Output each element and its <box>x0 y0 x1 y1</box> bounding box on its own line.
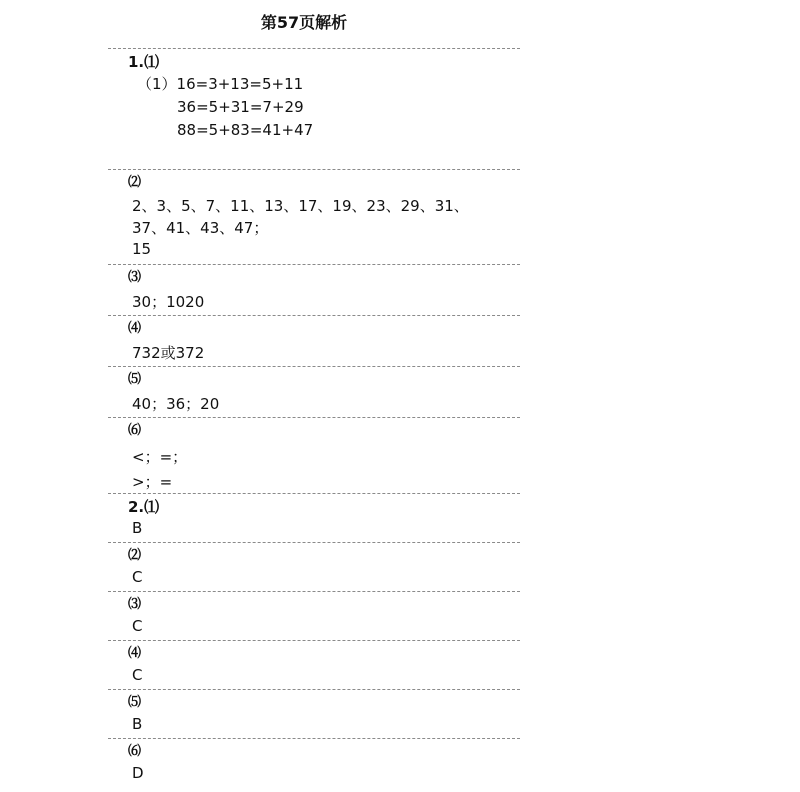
answer-line: C <box>132 568 143 586</box>
answer-line: 2、3、5、7、11、13、17、19、23、29、31、 <box>132 197 469 215</box>
answer-section-2-2 <box>108 542 520 591</box>
answer-line: 732或372 <box>132 344 205 362</box>
answer-section-2-5 <box>108 689 520 738</box>
answer-line: 30；1020 <box>132 293 205 311</box>
answer-line: C <box>132 617 143 635</box>
answer-section-1-2 <box>108 169 520 264</box>
question-label: ⑵ <box>128 548 142 563</box>
answer-line: <；=； <box>132 448 188 466</box>
answer-line: 37、41、43、47； <box>132 218 269 237</box>
answer-line: 88=5+83=41+47 <box>177 121 314 139</box>
answer-line: B <box>132 519 143 537</box>
answer-section-2-3 <box>108 591 520 640</box>
answer-section-1-1 <box>108 48 520 169</box>
answer-line: （1）16=3+13=5+11 <box>137 75 304 93</box>
page-title: 第57页解析 <box>260 13 348 32</box>
question-label: ⑷ <box>128 646 142 661</box>
question-label: ⑸ <box>128 695 142 710</box>
answer-section-1-5 <box>108 366 520 417</box>
answer-line: >；= <box>132 473 173 491</box>
answer-line: 36=5+31=7+29 <box>177 98 304 116</box>
answer-section-1-6 <box>108 417 520 493</box>
question-label: ⑵ <box>128 175 142 190</box>
question-label: ⑸ <box>128 372 142 387</box>
answer-line: 40；36；20 <box>132 395 220 413</box>
answer-section-2-1 <box>108 493 520 542</box>
question-label: ⑹ <box>128 423 142 438</box>
answer-section-2-6 <box>108 738 520 792</box>
answer-line: B <box>132 715 143 733</box>
answer-line: D <box>132 764 144 782</box>
question-label: ⑶ <box>128 597 142 612</box>
answer-section-1-3 <box>108 264 520 315</box>
question-label: ⑶ <box>128 270 142 285</box>
question-label: 2.⑴ <box>128 498 160 516</box>
question-label: ⑹ <box>128 744 142 759</box>
answer-section-2-4 <box>108 640 520 689</box>
question-label: ⑷ <box>128 321 142 336</box>
answer-line: 15 <box>132 240 152 258</box>
question-label: 1.⑴ <box>128 53 160 71</box>
answer-line: C <box>132 666 143 684</box>
answer-list <box>108 48 520 792</box>
answer-section-1-4 <box>108 315 520 366</box>
